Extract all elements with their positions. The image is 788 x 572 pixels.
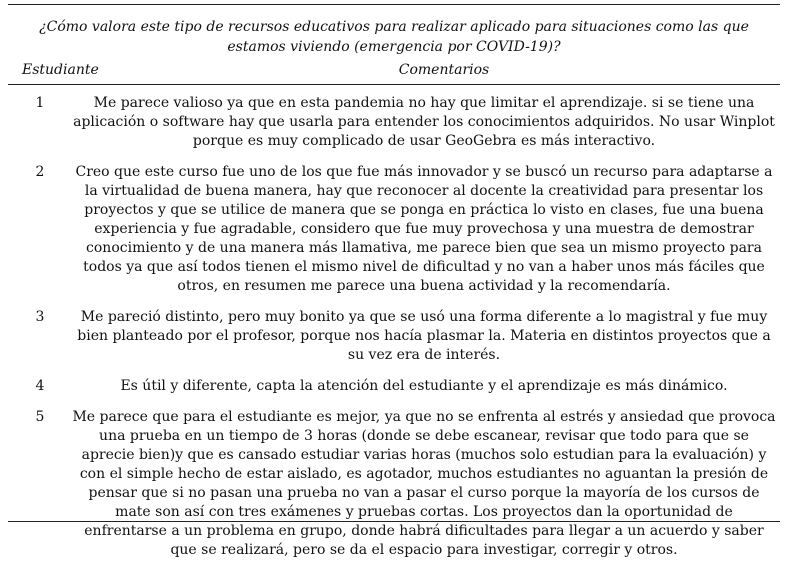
table-row xyxy=(8,308,780,365)
header-rule xyxy=(8,84,780,85)
student-number: 4 xyxy=(35,378,45,394)
top-rule xyxy=(8,4,780,5)
table-row xyxy=(8,163,780,296)
student-comment: Me parece valioso ya que en esta pandemia no hay que limitar el aprendizaje. si se tiene una aplicación o software hay que usarla para entender los conocimientos adquiridos. No usar Winplot porque es muy complicado de usar GeoGebra es más interactivo. xyxy=(73,95,775,149)
table-caption-question: ¿Cómo valora este tipo de recursos educativos para realizar aplicado para situaciones como las que estamos viviendo (emergencia por COVID-19)? xyxy=(39,19,749,55)
student-comment: Me parece que para el estudiante es mejor, ya que no se enfrenta al estrés y ansiedad que provoca una prueba en un tiempo de 3 horas (donde se debe escanear, revisar que todo para que se aprecie bien)y que es cansado estudiar varias horas (muchos solo estudian para la evaluación) y con el simple hecho de estar aislado, es agotador, muchos estudiantes no aguantan la presión de pensar que si no pasan una prueba no van a pasar el curso porque la mayoría de los cursos de mate son así con tres exámenes y pruebas cortas. Los proyectos dan la oportunidad de enfrentarse a un problema en grupo, donde habrá dificultades para llegar a un acuerdo y saber que se realizará, pero se da el espacio para investigar, corregir y otros. xyxy=(72,409,776,558)
table-row xyxy=(8,377,780,396)
student-number: 3 xyxy=(35,309,45,325)
student-comment: Creo que este curso fue uno de los que fue más innovador y se buscó un recurso para adaptarse a la virtualidad de buena manera, hay que reconocer al docente la creatividad para presentar los proyectos y que se utilice de manera que se ponga en práctica lo visto en clases, fue una buena experiencia y fue agradable, considero que fue muy provechosa y una muestra de demostrar conocimiento y de una manera más llamativa, me parece bien que sea un mismo proyecto para todos ya que así todos tienen el mismo nivel de dificultad y no van a haber unos más fáciles que otros, en resumen me parece una buena actividad y la recomendaría. xyxy=(75,164,773,294)
student-comment: Me pareció distinto, pero muy bonito ya que se usó una forma diferente a lo magistral y fue muy bien planteado por el profesor, porque nos hacía plasmar la. Materia en distintos proyectos que a su vez era de interés. xyxy=(77,309,771,363)
header-student: Estudiante xyxy=(22,62,99,78)
table-row xyxy=(8,94,780,151)
student-comment: Es útil y diferente, capta la atención del estudiante y el aprendizaje es más dinámico. xyxy=(120,378,728,394)
comments-table-body xyxy=(8,94,780,572)
student-number: 2 xyxy=(35,164,45,180)
bottom-rule xyxy=(8,521,780,522)
student-number: 1 xyxy=(35,95,45,111)
table-row xyxy=(8,408,780,560)
header-comments: Comentarios xyxy=(398,62,490,78)
student-number: 5 xyxy=(35,409,45,425)
